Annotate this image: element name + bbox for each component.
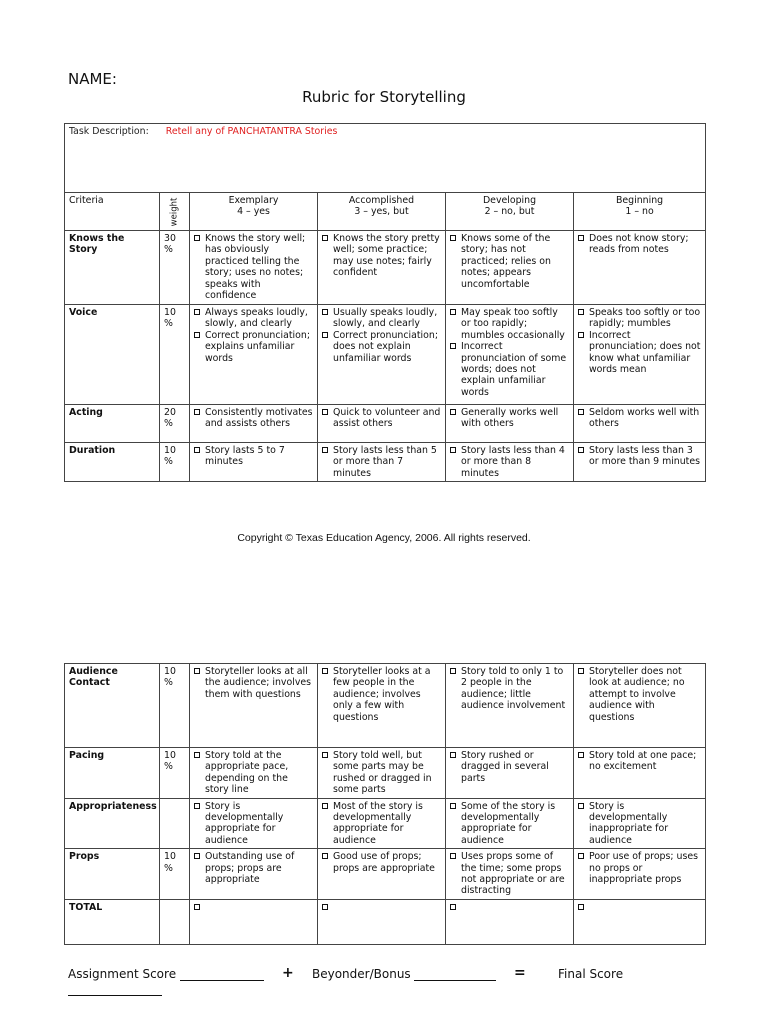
checkbox-icon[interactable] — [194, 447, 200, 453]
rubric-item — [450, 445, 569, 479]
final-score-label: Final Score — [558, 967, 624, 981]
rubric-item — [194, 666, 313, 700]
rubric-item-text: Most of the story is developmentally appropriate for audience — [333, 800, 423, 846]
checkbox-icon[interactable] — [450, 853, 456, 859]
checkbox-icon[interactable] — [194, 332, 200, 338]
checkbox-icon[interactable] — [450, 904, 456, 910]
rubric-cell — [574, 664, 706, 748]
rubric-row — [65, 231, 706, 305]
checkbox-icon[interactable] — [578, 235, 584, 241]
level-name: Beginning — [615, 195, 664, 206]
checkbox-icon[interactable] — [450, 409, 456, 415]
weight-value — [160, 899, 190, 944]
weight-value: 20 % — [160, 405, 190, 443]
rubric-item-text: Story lasts less than 3 or more than 9 minutes — [589, 445, 701, 468]
checkbox-icon[interactable] — [578, 803, 584, 809]
rubric-cell — [574, 748, 706, 799]
rubric-item — [578, 801, 701, 847]
rubric-cell — [318, 405, 446, 443]
checkbox-icon[interactable] — [322, 904, 328, 910]
checkbox-icon[interactable] — [578, 309, 584, 315]
rubric-item-text: Story lasts less than 5 or more than 7 minutes — [333, 445, 437, 479]
rubric-cell — [318, 849, 446, 900]
criterion-label: Duration — [65, 443, 160, 482]
task-description-cell — [65, 124, 706, 193]
rubric-item — [450, 851, 569, 897]
rubric-item — [194, 307, 313, 330]
criterion-label: TOTAL — [65, 899, 160, 944]
rubric-item-text: Good use of props; props are appropriate — [333, 851, 435, 874]
task-description-row — [65, 124, 706, 193]
task-description-value: Retell any of PANCHATANTRA Stories — [165, 126, 338, 137]
rubric-cell — [318, 443, 446, 482]
rubric-item-text: Story is developmentally appropriate for audience — [205, 800, 284, 846]
rubric-item — [194, 750, 313, 796]
rubric-row — [65, 748, 706, 799]
rubric-cell — [190, 405, 318, 443]
rubric-row — [65, 664, 706, 748]
checkbox-icon[interactable] — [450, 803, 456, 809]
rubric-item — [322, 666, 441, 723]
weight-header — [160, 193, 190, 231]
rubric-item-text: Knows the story pretty well; some practice; may use notes; fairly confident — [333, 233, 440, 279]
checkbox-icon[interactable] — [578, 752, 584, 758]
criteria-header: Criteria — [65, 193, 160, 231]
rubric-item — [322, 445, 441, 479]
checkbox-icon[interactable] — [578, 853, 584, 859]
rubric-item — [194, 801, 313, 847]
rubric-table-part1 — [64, 123, 706, 482]
rubric-item-text: Story told to only 1 to 2 people in the audience; little audience involvement — [461, 666, 566, 712]
rubric-cell — [574, 798, 706, 849]
name-label: NAME: — [68, 70, 117, 88]
rubric-item — [322, 407, 441, 430]
rubric-cell — [190, 664, 318, 748]
rubric-cell — [318, 305, 446, 405]
rubric-item — [322, 330, 441, 364]
rubric-cell — [446, 405, 574, 443]
rubric-item-text: Story told at one pace; no excitement — [589, 750, 697, 773]
rubric-item-text: Storyteller looks at all the audience; involves them with questions — [205, 666, 312, 700]
level-score: 1 – no — [625, 206, 654, 218]
rubric-item-text: Incorrect pronunciation of some words; does not explain unfamiliar words — [461, 341, 567, 398]
checkbox-icon[interactable] — [322, 447, 328, 453]
rubric-item — [578, 851, 701, 885]
level-score: 3 – yes, but — [354, 206, 409, 218]
rubric-item-text: Story is developmentally inappropriate for audience — [589, 800, 669, 846]
rubric-item — [322, 801, 441, 847]
checkbox-icon[interactable] — [450, 752, 456, 758]
checkbox-icon[interactable] — [322, 803, 328, 809]
rubric-cell — [446, 231, 574, 305]
rubric-item — [322, 307, 441, 330]
rubric-row — [65, 798, 706, 849]
rubric-cell — [318, 664, 446, 748]
checkbox-icon[interactable] — [450, 309, 456, 315]
checkbox-icon[interactable] — [578, 409, 584, 415]
rubric-item — [578, 307, 701, 330]
rubric-item-text: Usually speaks loudly, slowly, and clearly — [333, 307, 438, 330]
rubric-item — [322, 750, 441, 796]
rubric-item-text: May speak too softly or too rapidly; mumbles occasionally — [461, 307, 565, 341]
rubric-item — [578, 330, 701, 376]
level-header-developing — [446, 193, 574, 231]
rubric-item-text: Storyteller does not look at audience; no attempt to involve audience with questions — [589, 666, 685, 723]
checkbox-icon[interactable] — [194, 668, 200, 674]
level-header-beginning — [574, 193, 706, 231]
rubric-cell — [318, 748, 446, 799]
rubric-cell — [318, 231, 446, 305]
checkbox-icon[interactable] — [194, 803, 200, 809]
rubric-item — [194, 233, 313, 301]
rubric-item-text: Storyteller looks at a few people in the audience; involves only a few with questions — [333, 666, 431, 723]
weight-value: 10 % — [160, 443, 190, 482]
level-header-exemplary — [190, 193, 318, 231]
rubric-item-text: Seldom works well with others — [589, 407, 700, 430]
checkbox-icon[interactable] — [322, 409, 328, 415]
page-title: Rubric for Storytelling — [302, 88, 466, 106]
rubric-item — [450, 341, 569, 398]
criterion-label: Appropriateness — [65, 798, 160, 849]
rubric-cell — [190, 899, 318, 944]
rubric-item — [578, 666, 701, 723]
rubric-row — [65, 305, 706, 405]
rubric-item — [322, 233, 441, 279]
rubric-item — [194, 902, 313, 910]
header-row — [65, 193, 706, 231]
rubric-item — [450, 407, 569, 430]
rubric-item — [322, 851, 441, 874]
level-score: 2 – no, but — [484, 206, 535, 218]
checkbox-icon[interactable] — [578, 447, 584, 453]
checkbox-icon[interactable] — [450, 447, 456, 453]
rubric-row — [65, 849, 706, 900]
rubric-item — [578, 750, 701, 773]
rubric-item — [322, 902, 441, 910]
checkbox-icon[interactable] — [322, 332, 328, 338]
checkbox-icon[interactable] — [194, 309, 200, 315]
rubric-row — [65, 443, 706, 482]
rubric-item — [450, 902, 569, 910]
rubric-cell — [574, 899, 706, 944]
rubric-item-text: Generally works well with others — [461, 407, 559, 430]
criterion-label: Props — [65, 849, 160, 900]
rubric-cell — [446, 305, 574, 405]
rubric-cell — [190, 798, 318, 849]
rubric-cell — [446, 664, 574, 748]
assignment-score-label: Assignment Score — [68, 967, 177, 981]
final-score-blank[interactable] — [68, 995, 162, 996]
rubric-table-part2 — [64, 663, 706, 945]
rubric-item — [450, 801, 569, 847]
rubric-cell — [446, 798, 574, 849]
rubric-item-text: Knows the story well; has obviously practiced telling the story; uses no notes; speaks with confidence — [205, 233, 306, 302]
task-description-label: Task Description: — [69, 126, 149, 137]
checkbox-icon[interactable] — [322, 752, 328, 758]
rubric-cell — [446, 899, 574, 944]
level-header-accomplished — [318, 193, 446, 231]
rubric-item-text: Some of the story is developmentally appropriate for audience — [461, 800, 556, 846]
weight-value: 10 % — [160, 748, 190, 799]
rubric-item — [450, 666, 569, 712]
checkbox-icon[interactable] — [578, 904, 584, 910]
checkbox-icon[interactable] — [194, 409, 200, 415]
rubric-item-text: Story told at the appropriate pace, depending on the story line — [205, 750, 289, 796]
rubric-item-text: Speaks too softly or too rapidly; mumbles — [589, 307, 701, 330]
level-score: 4 – yes — [237, 206, 270, 218]
checkbox-icon[interactable] — [322, 853, 328, 859]
rubric-item-text: Quick to volunteer and assist others — [333, 407, 441, 430]
checkbox-icon[interactable] — [194, 904, 200, 910]
rubric-item-text: Story lasts less than 4 or more than 8 minutes — [461, 445, 565, 479]
criterion-label: Voice — [65, 305, 160, 405]
checkbox-icon[interactable] — [322, 309, 328, 315]
criterion-label: Knows the Story — [65, 231, 160, 305]
rubric-item-text: Knows some of the story; has not practiced; relies on notes; appears uncomfortable — [461, 233, 551, 290]
bonus-score-blank[interactable] — [414, 970, 496, 981]
rubric-cell — [318, 798, 446, 849]
rubric-item — [194, 330, 313, 364]
rubric-rows-part1 — [65, 231, 706, 482]
checkbox-icon[interactable] — [194, 235, 200, 241]
checkbox-icon[interactable] — [450, 343, 456, 349]
rubric-cell — [190, 748, 318, 799]
rubric-item-text: Story rushed or dragged in several parts — [461, 750, 549, 784]
checkbox-icon[interactable] — [322, 668, 328, 674]
weight-value: 10 % — [160, 664, 190, 748]
rubric-item — [578, 233, 701, 256]
bonus-label: Beyonder/Bonus — [312, 967, 411, 981]
checkbox-icon[interactable] — [322, 235, 328, 241]
checkbox-icon[interactable] — [578, 332, 584, 338]
checkbox-icon[interactable] — [578, 668, 584, 674]
rubric-item-text: Incorrect pronunciation; does not know what unfamiliar words mean — [589, 329, 701, 376]
rubric-cell — [574, 849, 706, 900]
rubric-cell — [574, 231, 706, 305]
weight-value: 10 % — [160, 849, 190, 900]
weight-value: 10 % — [160, 305, 190, 405]
rubric-cell — [190, 305, 318, 405]
rubric-item-text: Does not know story; reads from notes — [589, 233, 689, 256]
rubric-item-text: Consistently motivates and assists others — [205, 407, 313, 430]
criterion-label: Audience Contact — [65, 664, 160, 748]
rubric-item-text: Story lasts 5 to 7 minutes — [205, 445, 285, 468]
assignment-score-blank[interactable] — [180, 970, 264, 981]
copyright-notice: Copyright © Texas Education Agency, 2006. All rights reserved. — [237, 532, 531, 544]
rubric-cell — [190, 849, 318, 900]
rubric-row — [65, 405, 706, 443]
rubric-item — [578, 902, 701, 910]
rubric-item-text: Uses props some of the time; some props not appropriate or are distracting — [461, 851, 565, 897]
criterion-label: Pacing — [65, 748, 160, 799]
rubric-cell — [574, 443, 706, 482]
checkbox-icon[interactable] — [194, 752, 200, 758]
rubric-cell — [318, 899, 446, 944]
rubric-item — [194, 851, 313, 885]
rubric-cell — [190, 443, 318, 482]
rubric-item — [578, 407, 701, 430]
rubric-cell — [446, 443, 574, 482]
rubric-item — [450, 750, 569, 784]
checkbox-icon[interactable] — [450, 668, 456, 674]
rubric-cell — [190, 231, 318, 305]
weight-value — [160, 798, 190, 849]
rubric-item-text: Always speaks loudly, slowly, and clearly — [205, 307, 308, 330]
rubric-row — [65, 899, 706, 944]
rubric-item-text: Story told well, but some parts may be rushed or dragged in some parts — [333, 750, 432, 796]
weight-header-label: weight — [168, 197, 179, 226]
rubric-cell — [446, 748, 574, 799]
level-name: Accomplished — [348, 195, 415, 206]
rubric-item — [450, 233, 569, 290]
equals-sign: = — [514, 965, 526, 981]
rubric-rows-part2 — [65, 664, 706, 945]
rubric-cell — [446, 849, 574, 900]
rubric-item-text: Poor use of props; uses no props or inappropriate props — [589, 851, 699, 886]
rubric-cell — [574, 305, 706, 405]
weight-value: 30 % — [160, 231, 190, 305]
rubric-item — [578, 445, 701, 468]
rubric-item — [450, 307, 569, 341]
rubric-item — [194, 407, 313, 430]
rubric-item-text: Outstanding use of props; props are appropriate — [205, 851, 295, 886]
rubric-cell — [574, 405, 706, 443]
level-name: Exemplary — [228, 195, 279, 206]
rubric-item-text: Correct pronunciation; does not explain unfamiliar words — [333, 329, 438, 364]
level-name: Developing — [482, 195, 537, 206]
criterion-label: Acting — [65, 405, 160, 443]
checkbox-icon[interactable] — [450, 235, 456, 241]
plus-sign: + — [282, 965, 294, 981]
rubric-item-text: Correct pronunciation; explains unfamiliar words — [205, 329, 310, 364]
rubric-item — [194, 445, 313, 468]
checkbox-icon[interactable] — [194, 853, 200, 859]
